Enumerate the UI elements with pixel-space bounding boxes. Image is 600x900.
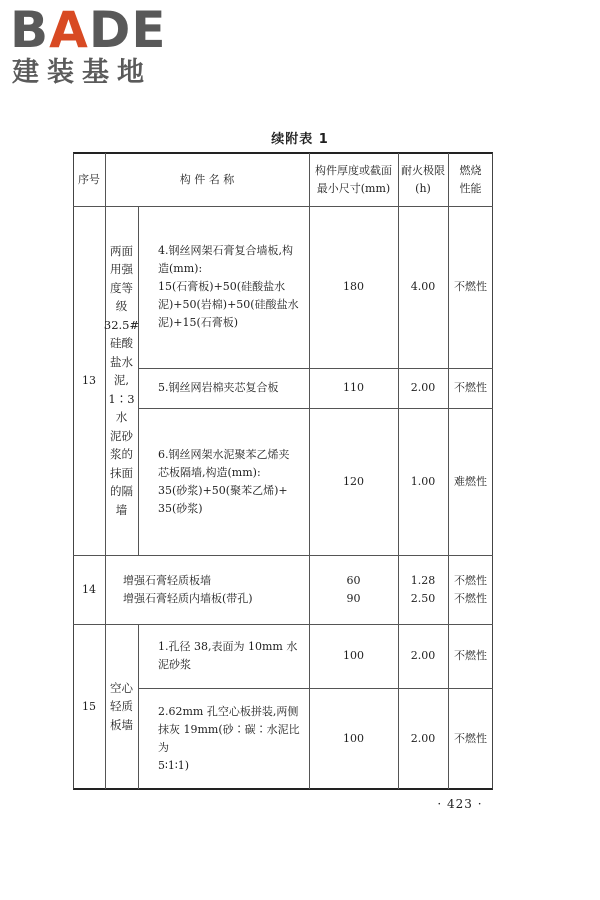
header-combustibility: 燃烧 性能 (459, 163, 482, 195)
row-15-item-2-name: 2.62mm 孔空心板拼装,两侧 抹灰 19mm(砂∶碳∶水泥比为 5∶1∶1) (158, 704, 300, 772)
logo-wordmark: BADE (10, 1, 167, 59)
bade-logo (10, 1, 180, 90)
row-14-thickness: 60 90 (346, 573, 361, 605)
row-13-item-4-thickness: 180 (343, 280, 364, 293)
row-15-item-2-thickness: 100 (343, 731, 364, 745)
table-title: 续附表 1 (271, 132, 329, 147)
row-15-item-1-name: 1.孔径 38,表面为 10mm 水 泥砂浆 (158, 640, 298, 671)
row-14-combustibility: 不燃性 不燃性 (454, 573, 487, 605)
col-rule (138, 624, 139, 789)
row-15-item-2-combustibility: 不燃性 (454, 731, 487, 745)
row-14-name: 增强石膏轻质板墙 增强石膏轻质内墙板(带孔) (123, 573, 253, 605)
row-13-group-label: 两面 用强 度等 级 32.5# 硅酸 盐水 泥, 1∶3水 泥砂 浆的 抹面 的隔 墙 (103, 243, 140, 517)
row-15-group-label: 空心 轻质 板墙 (110, 680, 133, 732)
row-13-item-6-name: 6.钢丝网架水泥聚苯乙烯夹 芯板隔墙,构造(mm): 35(砂浆)+50(聚苯乙烯)+ 35(砂浆) (158, 447, 290, 515)
row-13-item-4-fire-limit: 4.00 (410, 280, 436, 293)
row-13-item-6-thickness: 120 (343, 474, 364, 488)
row-13-index: 13 (82, 373, 96, 387)
row-13-item-5-thickness: 110 (343, 381, 364, 394)
row-15-index: 15 (82, 699, 96, 713)
row-13-item-6-fire-limit: 1.00 (410, 474, 436, 488)
row-13-item-5-name: 5.钢丝网岩棉夹芯复合板 (158, 381, 279, 394)
row-15-item-1-fire-limit: 2.00 (410, 649, 436, 662)
row-13-item-6-combustibility: 难燃性 (454, 474, 487, 488)
header-fire-limit: 耐火极限 (h) (401, 163, 445, 195)
row-15-item-2-fire-limit: 2.00 (410, 731, 436, 745)
header-thickness: 构件厚度或截面 最小尺寸(mm) (315, 163, 392, 195)
row-13-item-4-name: 4.钢丝网架石膏复合墙板,构 造(mm): 15(石膏板)+50(硅酸盐水 泥)+50(岩棉)+50(硅酸盐水 泥)+15(石膏板) (158, 244, 299, 329)
row-15-item-1-thickness: 100 (343, 649, 364, 662)
page-number: · 423 · (437, 797, 483, 811)
row-13-item-5-combustibility: 不燃性 (454, 381, 487, 394)
logo-subtitle: 建装基地 (12, 57, 152, 88)
row-13-item-4-combustibility: 不燃性 (454, 280, 487, 293)
header-name: 构 件 名 称 (179, 172, 235, 186)
header-index: 序号 (78, 172, 100, 186)
row-15-item-1-combustibility: 不燃性 (454, 649, 487, 662)
row-14-index: 14 (82, 582, 96, 596)
row-13-item-5-fire-limit: 2.00 (410, 381, 436, 394)
row-14-fire-limit: 1.28 2.50 (410, 573, 436, 605)
